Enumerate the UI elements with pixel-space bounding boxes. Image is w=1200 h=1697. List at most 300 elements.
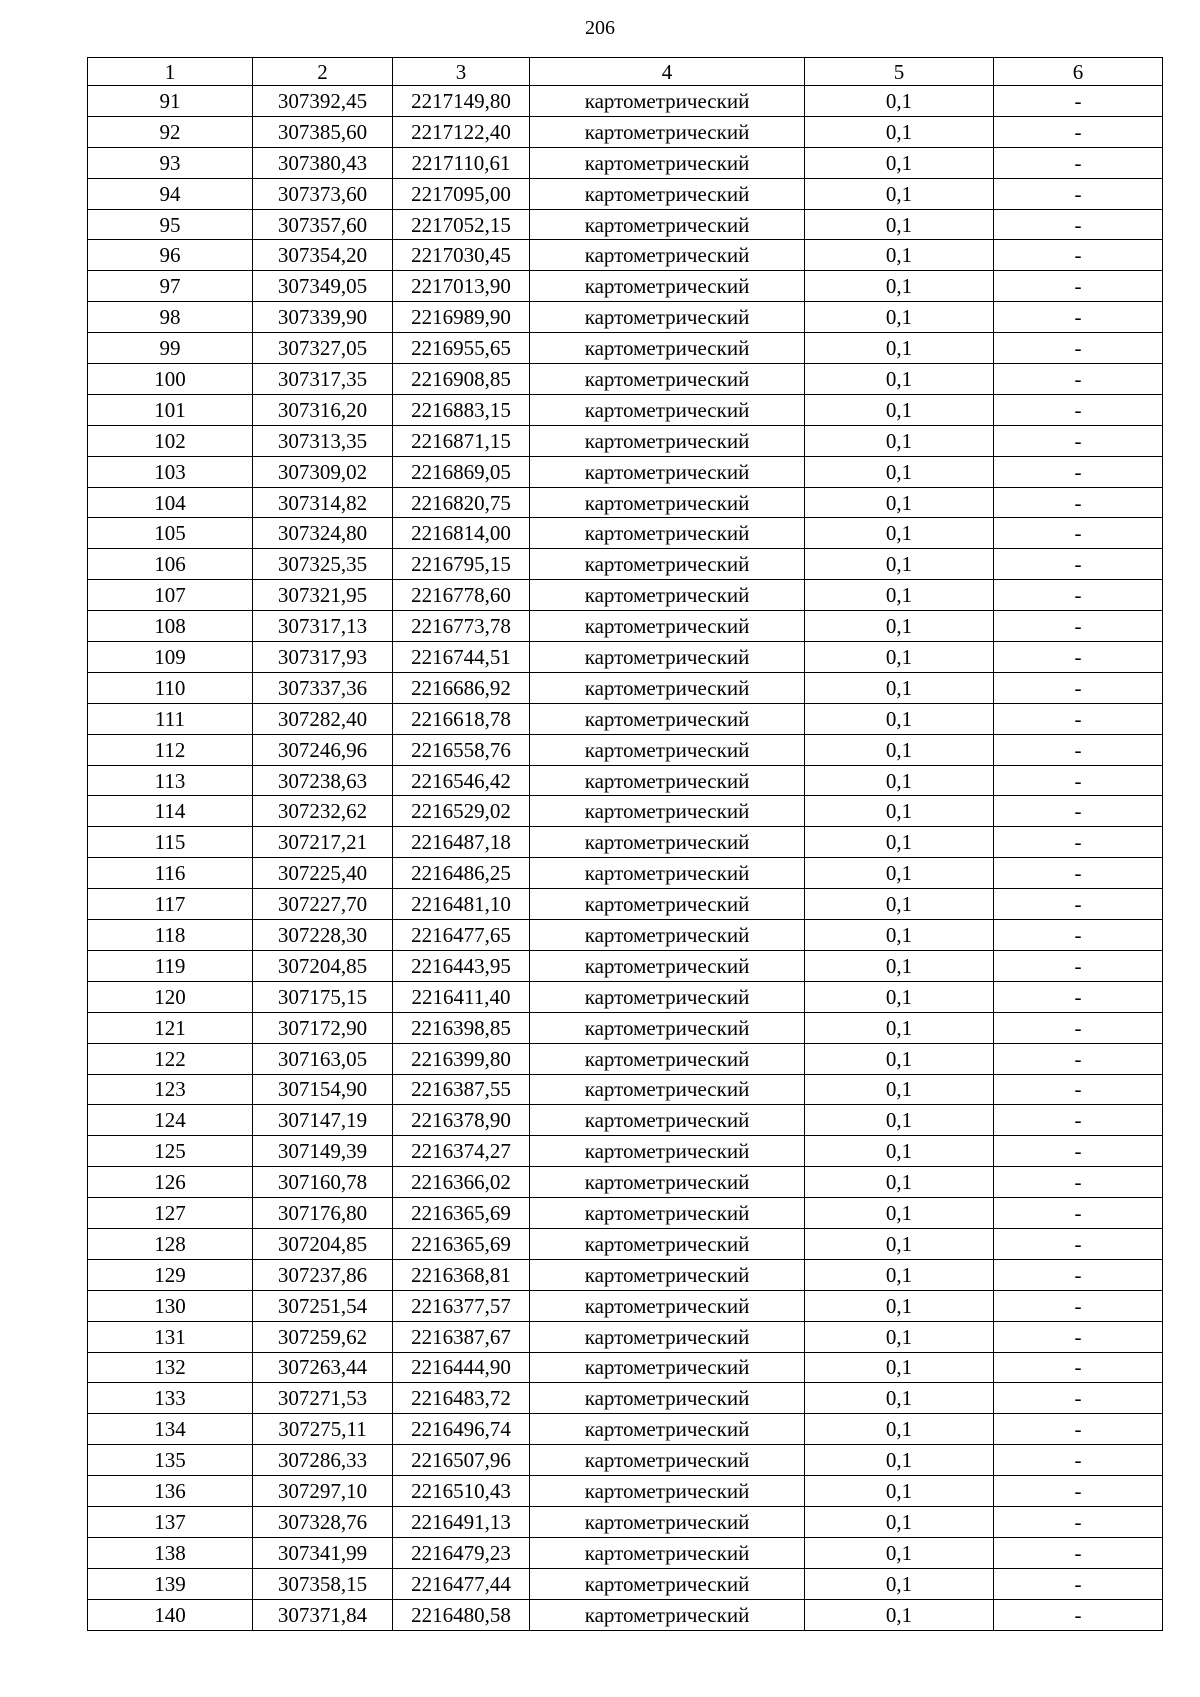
accuracy-cell: 0,1 [805, 425, 994, 456]
point-number-cell: 123 [88, 1074, 253, 1105]
x-coordinate-cell: 307217,21 [253, 827, 393, 858]
accuracy-cell: 0,1 [805, 518, 994, 549]
y-coordinate-cell: 2216820,75 [393, 487, 530, 518]
method-cell: картометрический [530, 1321, 805, 1352]
page-number: 206 [585, 17, 615, 39]
point-number-cell: 122 [88, 1043, 253, 1074]
accuracy-cell: 0,1 [805, 1074, 994, 1105]
accuracy-cell: 0,1 [805, 734, 994, 765]
method-cell: картометрический [530, 611, 805, 642]
note-cell: - [994, 1383, 1163, 1414]
accuracy-cell: 0,1 [805, 1105, 994, 1136]
x-coordinate-cell: 307314,82 [253, 487, 393, 518]
point-number-cell: 137 [88, 1506, 253, 1537]
accuracy-cell: 0,1 [805, 827, 994, 858]
note-cell: - [994, 1136, 1163, 1167]
table-row [88, 765, 1163, 796]
method-cell: картометрический [530, 981, 805, 1012]
y-coordinate-cell: 2216486,25 [393, 858, 530, 889]
note-cell: - [994, 1259, 1163, 1290]
y-coordinate-cell: 2216507,96 [393, 1445, 530, 1476]
y-coordinate-cell: 2217052,15 [393, 209, 530, 240]
point-number-cell: 139 [88, 1568, 253, 1599]
y-coordinate-cell: 2216869,05 [393, 456, 530, 487]
y-coordinate-cell: 2216479,23 [393, 1537, 530, 1568]
accuracy-cell: 0,1 [805, 1352, 994, 1383]
accuracy-cell: 0,1 [805, 642, 994, 673]
point-number-cell: 135 [88, 1445, 253, 1476]
accuracy-cell: 0,1 [805, 1476, 994, 1507]
accuracy-cell: 0,1 [805, 1568, 994, 1599]
y-coordinate-cell: 2216510,43 [393, 1476, 530, 1507]
accuracy-cell: 0,1 [805, 487, 994, 518]
method-cell: картометрический [530, 765, 805, 796]
y-coordinate-cell: 2216378,90 [393, 1105, 530, 1136]
note-cell: - [994, 950, 1163, 981]
y-coordinate-cell: 2216773,78 [393, 611, 530, 642]
accuracy-cell: 0,1 [805, 394, 994, 425]
accuracy-cell: 0,1 [805, 1167, 994, 1198]
note-cell: - [994, 333, 1163, 364]
note-cell: - [994, 1568, 1163, 1599]
note-cell: - [994, 765, 1163, 796]
note-cell: - [994, 1105, 1163, 1136]
point-number-cell: 108 [88, 611, 253, 642]
note-cell: - [994, 364, 1163, 395]
accuracy-cell: 0,1 [805, 796, 994, 827]
note-cell: - [994, 1599, 1163, 1630]
table-row [88, 796, 1163, 827]
method-cell: картометрический [530, 209, 805, 240]
x-coordinate-cell: 307385,60 [253, 116, 393, 147]
y-coordinate-cell: 2216558,76 [393, 734, 530, 765]
point-number-cell: 130 [88, 1290, 253, 1321]
x-coordinate-cell: 307259,62 [253, 1321, 393, 1352]
method-cell: картометрический [530, 364, 805, 395]
y-coordinate-cell: 2217030,45 [393, 240, 530, 271]
accuracy-cell: 0,1 [805, 703, 994, 734]
y-coordinate-cell: 2216477,65 [393, 920, 530, 951]
table-row [88, 240, 1163, 271]
table-row [88, 271, 1163, 302]
method-cell: картометрический [530, 1568, 805, 1599]
note-cell: - [994, 796, 1163, 827]
note-cell: - [994, 858, 1163, 889]
accuracy-cell: 0,1 [805, 950, 994, 981]
y-coordinate-cell: 2216496,74 [393, 1414, 530, 1445]
x-coordinate-cell: 307341,99 [253, 1537, 393, 1568]
table-row [88, 209, 1163, 240]
point-number-cell: 101 [88, 394, 253, 425]
x-coordinate-cell: 307149,39 [253, 1136, 393, 1167]
x-coordinate-cell: 307317,13 [253, 611, 393, 642]
note-cell: - [994, 1321, 1163, 1352]
accuracy-cell: 0,1 [805, 364, 994, 395]
point-number-cell: 102 [88, 425, 253, 456]
point-number-cell: 99 [88, 333, 253, 364]
y-coordinate-cell: 2216399,80 [393, 1043, 530, 1074]
note-cell: - [994, 889, 1163, 920]
point-number-cell: 107 [88, 580, 253, 611]
column-header-5: 5 [805, 58, 994, 86]
point-number-cell: 104 [88, 487, 253, 518]
accuracy-cell: 0,1 [805, 920, 994, 951]
table-row [88, 1414, 1163, 1445]
x-coordinate-cell: 307349,05 [253, 271, 393, 302]
x-coordinate-cell: 307317,93 [253, 642, 393, 673]
table-row [88, 889, 1163, 920]
table-row [88, 1105, 1163, 1136]
point-number-cell: 105 [88, 518, 253, 549]
note-cell: - [994, 827, 1163, 858]
accuracy-cell: 0,1 [805, 240, 994, 271]
method-cell: картометрический [530, 827, 805, 858]
table-row [88, 827, 1163, 858]
y-coordinate-cell: 2216398,85 [393, 1012, 530, 1043]
x-coordinate-cell: 307275,11 [253, 1414, 393, 1445]
x-coordinate-cell: 307176,80 [253, 1198, 393, 1229]
x-coordinate-cell: 307327,05 [253, 333, 393, 364]
accuracy-cell: 0,1 [805, 86, 994, 117]
method-cell: картометрический [530, 1012, 805, 1043]
y-coordinate-cell: 2216795,15 [393, 549, 530, 580]
x-coordinate-cell: 307271,53 [253, 1383, 393, 1414]
x-coordinate-cell: 307297,10 [253, 1476, 393, 1507]
table-row [88, 1537, 1163, 1568]
point-number-cell: 91 [88, 86, 253, 117]
accuracy-cell: 0,1 [805, 1383, 994, 1414]
note-cell: - [994, 240, 1163, 271]
table-row [88, 580, 1163, 611]
table-row [88, 1568, 1163, 1599]
accuracy-cell: 0,1 [805, 611, 994, 642]
method-cell: картометрический [530, 1167, 805, 1198]
point-number-cell: 132 [88, 1352, 253, 1383]
x-coordinate-cell: 307324,80 [253, 518, 393, 549]
y-coordinate-cell: 2216480,58 [393, 1599, 530, 1630]
table-row [88, 302, 1163, 333]
x-coordinate-cell: 307392,45 [253, 86, 393, 117]
y-coordinate-cell: 2216444,90 [393, 1352, 530, 1383]
column-header-2: 2 [253, 58, 393, 86]
point-number-cell: 140 [88, 1599, 253, 1630]
x-coordinate-cell: 307358,15 [253, 1568, 393, 1599]
table-row [88, 456, 1163, 487]
method-cell: картометрический [530, 920, 805, 951]
note-cell: - [994, 580, 1163, 611]
x-coordinate-cell: 307328,76 [253, 1506, 393, 1537]
y-coordinate-cell: 2216487,18 [393, 827, 530, 858]
x-coordinate-cell: 307228,30 [253, 920, 393, 951]
accuracy-cell: 0,1 [805, 1599, 994, 1630]
table-row [88, 364, 1163, 395]
y-coordinate-cell: 2216481,10 [393, 889, 530, 920]
method-cell: картометрический [530, 333, 805, 364]
y-coordinate-cell: 2216387,67 [393, 1321, 530, 1352]
note-cell: - [994, 116, 1163, 147]
x-coordinate-cell: 307204,85 [253, 950, 393, 981]
accuracy-cell: 0,1 [805, 1321, 994, 1352]
point-number-cell: 112 [88, 734, 253, 765]
note-cell: - [994, 86, 1163, 117]
x-coordinate-cell: 307246,96 [253, 734, 393, 765]
table-row [88, 1352, 1163, 1383]
method-cell: картометрический [530, 1414, 805, 1445]
y-coordinate-cell: 2216989,90 [393, 302, 530, 333]
column-header-1: 1 [88, 58, 253, 86]
point-number-cell: 119 [88, 950, 253, 981]
method-cell: картометрический [530, 302, 805, 333]
column-header-4: 4 [530, 58, 805, 86]
method-cell: картометрический [530, 86, 805, 117]
method-cell: картометрический [530, 642, 805, 673]
method-cell: картометрический [530, 178, 805, 209]
accuracy-cell: 0,1 [805, 549, 994, 580]
point-number-cell: 95 [88, 209, 253, 240]
table-row [88, 734, 1163, 765]
point-number-cell: 113 [88, 765, 253, 796]
note-cell: - [994, 642, 1163, 673]
table-row [88, 1228, 1163, 1259]
method-cell: картометрический [530, 1290, 805, 1321]
point-number-cell: 128 [88, 1228, 253, 1259]
method-cell: картометрический [530, 425, 805, 456]
y-coordinate-cell: 2216477,44 [393, 1568, 530, 1599]
method-cell: картометрический [530, 240, 805, 271]
table-row [88, 1321, 1163, 1352]
point-number-cell: 92 [88, 116, 253, 147]
method-cell: картометрический [530, 1228, 805, 1259]
method-cell: картометрический [530, 858, 805, 889]
note-cell: - [994, 1352, 1163, 1383]
note-cell: - [994, 209, 1163, 240]
y-coordinate-cell: 2217013,90 [393, 271, 530, 302]
note-cell: - [994, 487, 1163, 518]
note-cell: - [994, 1414, 1163, 1445]
table-row [88, 518, 1163, 549]
table-row [88, 333, 1163, 364]
accuracy-cell: 0,1 [805, 271, 994, 302]
y-coordinate-cell: 2216377,57 [393, 1290, 530, 1321]
method-cell: картометрический [530, 1074, 805, 1105]
y-coordinate-cell: 2216686,92 [393, 672, 530, 703]
y-coordinate-cell: 2216366,02 [393, 1167, 530, 1198]
x-coordinate-cell: 307160,78 [253, 1167, 393, 1198]
table-row [88, 1074, 1163, 1105]
method-cell: картометрический [530, 950, 805, 981]
point-number-cell: 115 [88, 827, 253, 858]
accuracy-cell: 0,1 [805, 1537, 994, 1568]
accuracy-cell: 0,1 [805, 765, 994, 796]
column-header-6: 6 [994, 58, 1163, 86]
x-coordinate-cell: 307251,54 [253, 1290, 393, 1321]
x-coordinate-cell: 307325,35 [253, 549, 393, 580]
method-cell: картометрический [530, 1537, 805, 1568]
point-number-cell: 94 [88, 178, 253, 209]
x-coordinate-cell: 307354,20 [253, 240, 393, 271]
method-cell: картометрический [530, 796, 805, 827]
method-cell: картометрический [530, 549, 805, 580]
table-row [88, 1136, 1163, 1167]
table-row [88, 1383, 1163, 1414]
y-coordinate-cell: 2216374,27 [393, 1136, 530, 1167]
y-coordinate-cell: 2216778,60 [393, 580, 530, 611]
x-coordinate-cell: 307147,19 [253, 1105, 393, 1136]
note-cell: - [994, 1506, 1163, 1537]
x-coordinate-cell: 307380,43 [253, 147, 393, 178]
point-number-cell: 125 [88, 1136, 253, 1167]
y-coordinate-cell: 2217122,40 [393, 116, 530, 147]
method-cell: картометрический [530, 1259, 805, 1290]
note-cell: - [994, 271, 1163, 302]
accuracy-cell: 0,1 [805, 1506, 994, 1537]
table-row [88, 116, 1163, 147]
point-number-cell: 124 [88, 1105, 253, 1136]
y-coordinate-cell: 2216908,85 [393, 364, 530, 395]
accuracy-cell: 0,1 [805, 333, 994, 364]
point-number-cell: 106 [88, 549, 253, 580]
x-coordinate-cell: 307317,35 [253, 364, 393, 395]
y-coordinate-cell: 2217110,61 [393, 147, 530, 178]
accuracy-cell: 0,1 [805, 672, 994, 703]
y-coordinate-cell: 2216365,69 [393, 1228, 530, 1259]
method-cell: картометрический [530, 1105, 805, 1136]
note-cell: - [994, 672, 1163, 703]
y-coordinate-cell: 2216883,15 [393, 394, 530, 425]
point-number-cell: 118 [88, 920, 253, 951]
accuracy-cell: 0,1 [805, 456, 994, 487]
y-coordinate-cell: 2216529,02 [393, 796, 530, 827]
note-cell: - [994, 1167, 1163, 1198]
y-coordinate-cell: 2216871,15 [393, 425, 530, 456]
table-row [88, 487, 1163, 518]
accuracy-cell: 0,1 [805, 1198, 994, 1229]
method-cell: картометрический [530, 703, 805, 734]
table-row [88, 981, 1163, 1012]
method-cell: картометрический [530, 147, 805, 178]
point-number-cell: 100 [88, 364, 253, 395]
y-coordinate-cell: 2216387,55 [393, 1074, 530, 1105]
method-cell: картометрический [530, 734, 805, 765]
method-cell: картометрический [530, 672, 805, 703]
x-coordinate-cell: 307339,90 [253, 302, 393, 333]
x-coordinate-cell: 307282,40 [253, 703, 393, 734]
accuracy-cell: 0,1 [805, 858, 994, 889]
x-coordinate-cell: 307286,33 [253, 1445, 393, 1476]
accuracy-cell: 0,1 [805, 1290, 994, 1321]
y-coordinate-cell: 2216411,40 [393, 981, 530, 1012]
table-row [88, 1198, 1163, 1229]
table-row [88, 178, 1163, 209]
y-coordinate-cell: 2216546,42 [393, 765, 530, 796]
point-number-cell: 121 [88, 1012, 253, 1043]
note-cell: - [994, 1074, 1163, 1105]
point-number-cell: 114 [88, 796, 253, 827]
accuracy-cell: 0,1 [805, 209, 994, 240]
note-cell: - [994, 147, 1163, 178]
method-cell: картометрический [530, 518, 805, 549]
table-row [88, 1445, 1163, 1476]
method-cell: картометрический [530, 487, 805, 518]
note-cell: - [994, 734, 1163, 765]
table-row [88, 86, 1163, 117]
point-number-cell: 96 [88, 240, 253, 271]
table-row [88, 425, 1163, 456]
y-coordinate-cell: 2216491,13 [393, 1506, 530, 1537]
method-cell: картометрический [530, 1136, 805, 1167]
x-coordinate-cell: 307163,05 [253, 1043, 393, 1074]
note-cell: - [994, 1476, 1163, 1507]
point-number-cell: 110 [88, 672, 253, 703]
method-cell: картометрический [530, 580, 805, 611]
table-row [88, 1043, 1163, 1074]
x-coordinate-cell: 307309,02 [253, 456, 393, 487]
note-cell: - [994, 1445, 1163, 1476]
x-coordinate-cell: 307237,86 [253, 1259, 393, 1290]
accuracy-cell: 0,1 [805, 1445, 994, 1476]
y-coordinate-cell: 2216365,69 [393, 1198, 530, 1229]
x-coordinate-cell: 307225,40 [253, 858, 393, 889]
note-cell: - [994, 1198, 1163, 1229]
accuracy-cell: 0,1 [805, 1228, 994, 1259]
table-row [88, 920, 1163, 951]
point-number-cell: 133 [88, 1383, 253, 1414]
method-cell: картометрический [530, 1383, 805, 1414]
note-cell: - [994, 981, 1163, 1012]
note-cell: - [994, 1043, 1163, 1074]
note-cell: - [994, 456, 1163, 487]
x-coordinate-cell: 307172,90 [253, 1012, 393, 1043]
table-row [88, 1506, 1163, 1537]
x-coordinate-cell: 307263,44 [253, 1352, 393, 1383]
point-number-cell: 93 [88, 147, 253, 178]
point-number-cell: 126 [88, 1167, 253, 1198]
note-cell: - [994, 302, 1163, 333]
table-row [88, 549, 1163, 580]
table-row [88, 858, 1163, 889]
point-number-cell: 131 [88, 1321, 253, 1352]
note-cell: - [994, 425, 1163, 456]
point-number-cell: 109 [88, 642, 253, 673]
x-coordinate-cell: 307321,95 [253, 580, 393, 611]
method-cell: картометрический [530, 456, 805, 487]
note-cell: - [994, 1537, 1163, 1568]
point-number-cell: 136 [88, 1476, 253, 1507]
accuracy-cell: 0,1 [805, 1136, 994, 1167]
note-cell: - [994, 920, 1163, 951]
method-cell: картометрический [530, 1352, 805, 1383]
accuracy-cell: 0,1 [805, 178, 994, 209]
accuracy-cell: 0,1 [805, 116, 994, 147]
table-row [88, 1599, 1163, 1630]
coordinates-table-body [88, 58, 1163, 1631]
y-coordinate-cell: 2216443,95 [393, 950, 530, 981]
y-coordinate-cell: 2216618,78 [393, 703, 530, 734]
note-cell: - [994, 518, 1163, 549]
x-coordinate-cell: 307227,70 [253, 889, 393, 920]
point-number-cell: 120 [88, 981, 253, 1012]
table-row [88, 147, 1163, 178]
table-row [88, 1259, 1163, 1290]
note-cell: - [994, 549, 1163, 580]
y-coordinate-cell: 2216368,81 [393, 1259, 530, 1290]
note-cell: - [994, 611, 1163, 642]
table-row [88, 703, 1163, 734]
accuracy-cell: 0,1 [805, 580, 994, 611]
x-coordinate-cell: 307337,36 [253, 672, 393, 703]
point-number-cell: 98 [88, 302, 253, 333]
x-coordinate-cell: 307371,84 [253, 1599, 393, 1630]
